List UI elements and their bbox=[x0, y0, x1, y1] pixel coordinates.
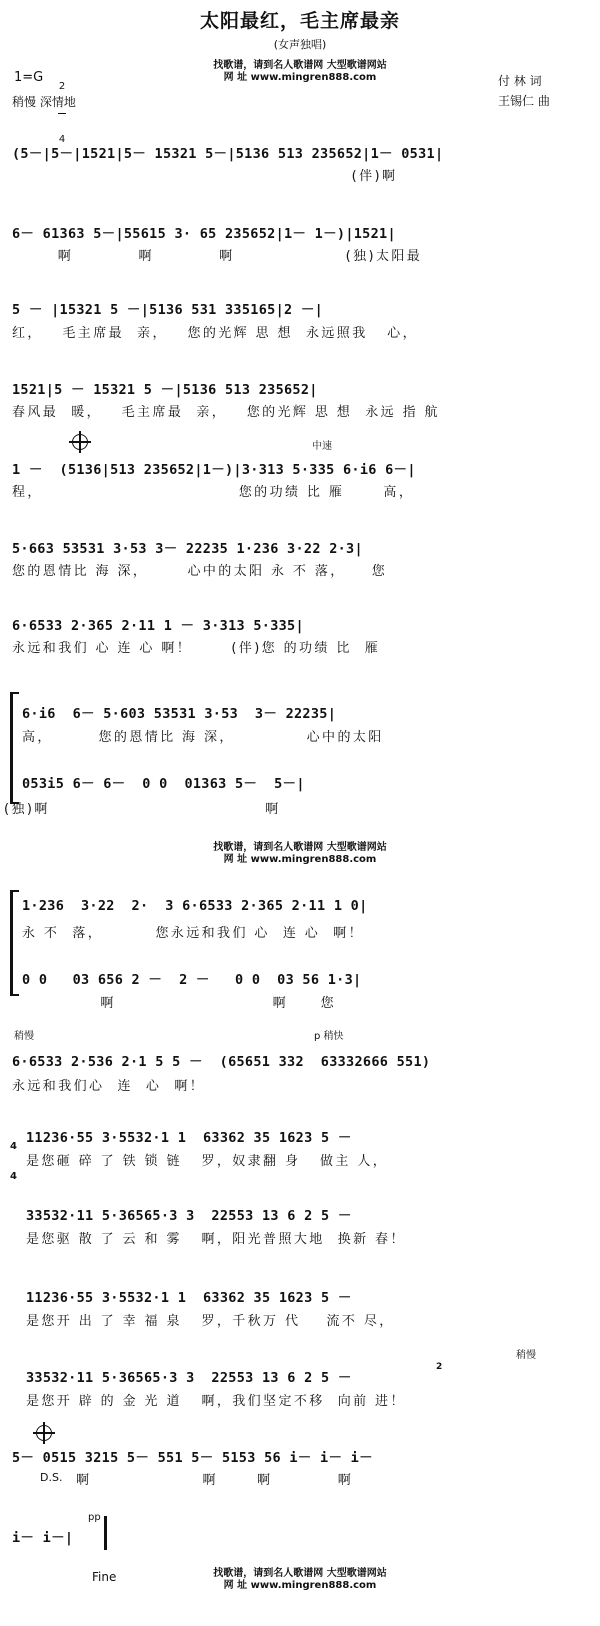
lyrics-row-11: 啊 啊 您 bbox=[22, 996, 337, 1011]
notation-row-6: 5·663 53531 3·53 3－ 22235 1·236 3·22 2·3| bbox=[12, 541, 363, 557]
lyrics-row-2: 啊 啊 啊 (独)太阳最 bbox=[12, 249, 423, 264]
lyrics-row-3: 红， 毛主席最 亲， 您的光辉 思 想 永远照我 心， bbox=[12, 326, 418, 341]
notation-row-10: 1·236 3·22 2· 3 6·6533 2·365 2·11 1 0| bbox=[22, 898, 368, 914]
notation-row-5: 1 － (5136|513 235652|1－)|3·313 5·335 6·i6 6－| bbox=[12, 462, 416, 478]
watermark-bottom-line2: 网 址 www.mingren888.com bbox=[223, 1580, 377, 1591]
notation-row-13: 11236·55 3·5532·1 1 63362 35 1623 5 － bbox=[26, 1130, 352, 1146]
composer-credit: 王锡仁 曲 bbox=[498, 94, 550, 108]
lyrics-row-12: 永远和我们心 连 心 啊！ bbox=[12, 1079, 206, 1094]
coda-sign-end-icon bbox=[36, 1425, 52, 1441]
lyrics-row-6: 您的恩情比 海 深， 心中的太阳 永 不 落， 您 bbox=[12, 564, 388, 579]
notation-row-8: 6·i6 6－ 5·603 53531 3·53 3－ 22235| bbox=[22, 706, 337, 722]
lyricist-credit: 付 林 词 bbox=[498, 74, 542, 88]
dynamic-pp: pp bbox=[88, 1512, 101, 1523]
lyrics-row-10: 永 不 落， 您永远和我们 心 连 心 啊！ bbox=[22, 926, 365, 941]
ds-mark: D.S. bbox=[40, 1471, 63, 1484]
notation-row-12: 6·6533 2·536 2·1 5 5 － (65651 332 63332666 551) bbox=[12, 1054, 431, 1070]
system-bracket-2 bbox=[10, 890, 19, 996]
tempo-mark-zhongsu: 中速 bbox=[312, 441, 332, 452]
tempo-mark-p-shaokuai: p 稍快 bbox=[314, 1031, 344, 1042]
notation-row-14: 33532·11 5·36565·3 3 22553 13 6 2 5 － bbox=[26, 1208, 352, 1224]
time-change-2-4: 2 bbox=[436, 1362, 443, 1372]
lyrics-row-14: 是您驱 散 了 云 和 雾 啊，阳光普照大地 换新 春！ bbox=[26, 1232, 406, 1247]
notation-row-16: 33532·11 5·36565·3 3 22553 13 6 2 5 － bbox=[26, 1370, 352, 1386]
final-barline bbox=[104, 1516, 107, 1550]
notation-row-7: 6·6533 2·365 2·11 1 － 3·313 5·335| bbox=[12, 618, 304, 634]
song-title: 太阳最红，毛主席最亲 bbox=[199, 10, 400, 32]
watermark-middle-line2: 网 址 www.mingren888.com bbox=[223, 854, 377, 865]
lyrics-row-17: 啊 啊 啊 啊 bbox=[76, 1473, 354, 1488]
notation-row-9: 053i5 6－ 6－ 0 0 01363 5－ 5－| bbox=[22, 776, 305, 792]
watermark-bottom-line1: 找歌谱，请到名人歌谱网 大型歌谱网站 bbox=[213, 1568, 387, 1579]
notation-row-1: (5－|5－|1521|5－ 15321 5－|5136 513 235652|1－ 0531| bbox=[12, 146, 444, 162]
lyrics-row-7: 永远和我们 心 连 心 啊！ (伴)您 的功绩 比 雁 bbox=[12, 641, 381, 656]
watermark-line1: 找歌谱，请到名人歌谱网 大型歌谱网站 bbox=[213, 60, 387, 71]
time-change-4-4: 4 4 bbox=[10, 1141, 17, 1182]
notation-row-15: 11236·55 3·5532·1 1 63362 35 1623 5 － bbox=[26, 1290, 352, 1306]
lyrics-row-8: 高， 您的恩情比 海 深， 心中的太阳 bbox=[22, 730, 384, 745]
song-subtitle: (女声独唱) bbox=[273, 38, 327, 51]
lyrics-row-15: 是您开 出 了 幸 福 泉 罗，千秋万 代 流不 尽， bbox=[26, 1314, 395, 1329]
lyrics-row-1: (伴)啊 bbox=[12, 169, 398, 184]
fine-mark: Fine bbox=[92, 1570, 117, 1584]
watermark-line2: 网 址 www.mingren888.com bbox=[223, 72, 377, 83]
time-signature-top: 2 bbox=[58, 81, 66, 92]
notation-row-17: 5－ 0515 3215 5－ 551 5－ 5153 56 i－ i－ i－ bbox=[12, 1450, 373, 1466]
notation-row-4: 1521|5 － 15321 5 －|5136 513 235652| bbox=[12, 382, 318, 398]
notation-row-18: i－ i－| bbox=[12, 1530, 74, 1546]
system-bracket-1 bbox=[10, 692, 19, 804]
lyrics-row-13: 是您砸 碎 了 铁 锁 链 罗，奴隶翻 身 做主 人， bbox=[26, 1154, 389, 1169]
tempo-mark-shaoman-2: 稍慢 bbox=[516, 1350, 536, 1361]
watermark-middle-line1: 找歌谱，请到名人歌谱网 大型歌谱网站 bbox=[213, 842, 387, 853]
notation-row-3: 5 － |15321 5 －|5136 531 335165|2 －| bbox=[12, 302, 324, 318]
tempo-marking: 稍慢 深情地 bbox=[12, 95, 76, 109]
time-signature-bottom: 4 bbox=[58, 134, 66, 145]
lyrics-row-16: 是您开 辟 的 金 光 道 啊，我们坚定不移 向前 进！ bbox=[26, 1394, 406, 1409]
coda-sign-icon bbox=[72, 434, 88, 450]
notation-row-11: 0 0 03 656 2 － 2 － 0 0 03 56 1·3| bbox=[22, 972, 362, 988]
lyrics-row-4: 春风最 暖， 毛主席最 亲， 您的光辉 思 想 永远 指 航 bbox=[12, 405, 440, 420]
lyrics-row-5: 程， 您的功绩 比 雁 高， bbox=[12, 485, 415, 500]
tempo-mark-shaoman-1: 稍慢 bbox=[14, 1031, 34, 1042]
lyrics-row-9: (独)啊 啊 bbox=[4, 802, 281, 817]
notation-row-2: 6－ 61363 5－|55615 3· 65 235652|1－ 1－)|1521| bbox=[12, 226, 396, 242]
key-signature: 1=G bbox=[14, 70, 44, 85]
